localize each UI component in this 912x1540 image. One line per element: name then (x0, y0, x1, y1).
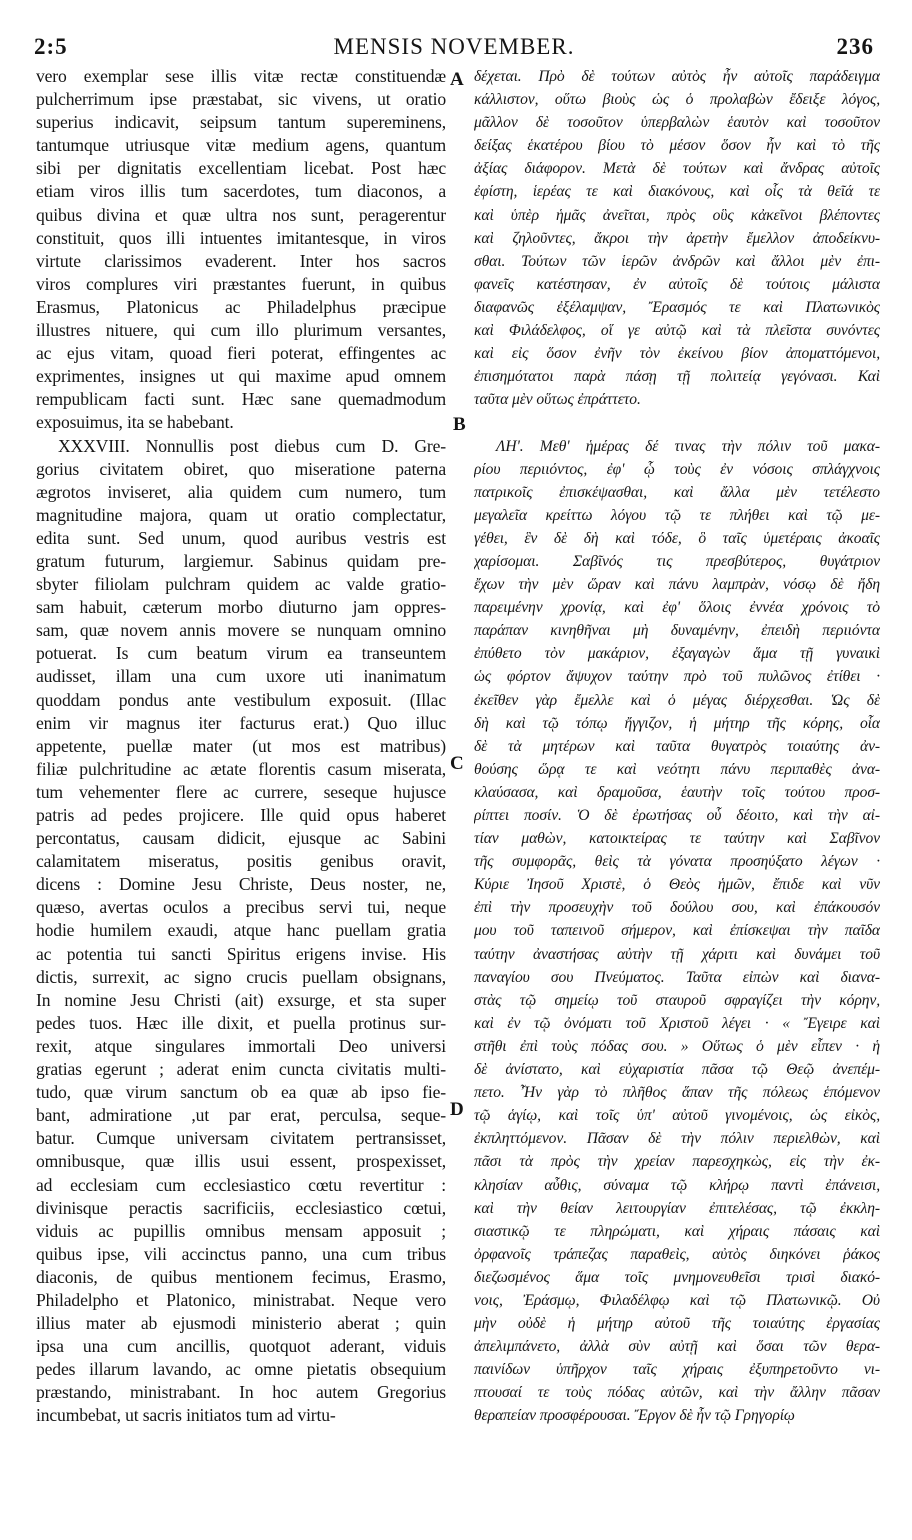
latin-text-line: quibus ipse, vili accinctus panno, una cum tribus (36, 1243, 446, 1264)
greek-text-line: μᾶλλον δὲ τοσοῦτον ὑπερβαλὼν ἑαυτὸν καὶ τοσοῦτον (474, 114, 880, 132)
latin-text-line: edita sunt. Sed unum, quod auribus vestris est (36, 527, 446, 548)
greek-text-line: παρειμένην χρονίᾳ, καὶ ἐφ' ὅλοις ἐννέα χρόνοις τὸ (474, 599, 880, 617)
greek-text-line: πᾶσι τὰ πρὸς τὴν χρείαν παρεσχηκὼς, εἰς τὴν ἐκ- (474, 1153, 880, 1171)
greek-text-line: ρίου περιιόντος, ἐφ' ᾧ τοὺς ἐν νόσοις σπλάγχνοις (474, 460, 880, 478)
greek-text-line: ἐκπληττόμενον. Πᾶσαν δὲ τὴν πόλιν περιελθὼν, καὶ (474, 1130, 880, 1148)
latin-text-line: superius indicavit, seipsum tantum supereminens, (36, 112, 446, 133)
greek-text-line: στὰς τῷ σημείῳ τοῦ σταυροῦ σφραγίζει τὴν κόρην, (474, 991, 880, 1009)
latin-text-line: percontatus, causam didicit, ejusque ac Sabini (36, 828, 446, 849)
latin-text-line: incumbebat, ut sacris initiatos tum ad virtu- (36, 1405, 336, 1426)
greek-text-line (474, 411, 880, 434)
greek-text-line: δείξας ἑκατέρου βίου τὸ μέσον ὅσον ἦν καὶ τὸ τῆς (474, 137, 880, 155)
latin-text-line: filiæ pulchritudine ac ætate florentis casum miserata, (36, 758, 446, 779)
latin-text-line: illustres nituere, qui cum illo plurimum versantes, (36, 320, 446, 341)
greek-text-line: χαρίσομαι. Σαβῖνός τις πρεσβύτερος, θυγάτριον (474, 552, 880, 570)
greek-text-line: στῆθι ἐπὶ τοὺς πόδας σου. » Οὕτως ὁ μὲν εἶπεν · ἡ (474, 1037, 880, 1055)
latin-text-line: viduis ac pupillis omnibus mensam apposuit ; (36, 1220, 446, 1241)
greek-text-line: ἐκεῖθεν γὰρ ἔμελλε καὶ ὁ μέγας διέρχεσθαι. Ὡς δὲ (474, 691, 880, 709)
greek-text-line: ἐφίστη, ἱερέας τε καὶ διακόνους, καὶ οἷς τὰ θεῖά τε (474, 183, 880, 201)
greek-text-line: καὶ ὑπὲρ ἡμᾶς ἀνεῖται, πρὸς οὓς κἀκεῖνοι βλέποντες (474, 206, 880, 224)
latin-text-line: sbyter filiolam pulchram quidem ac valde gratio- (36, 574, 446, 595)
latin-text-line: virtute clarissimos evaderent. Inter hos sacros (36, 250, 446, 271)
margin-marker-c: C (450, 753, 464, 774)
greek-text-line: κάλλιστον, οὕτω βιοὺς ὡς ὁ προλαβὼν ἔδειξε λόγος, (474, 91, 880, 109)
latin-text-line: bant, admiratione ,ut par erat, perculsa, seque- (36, 1105, 446, 1126)
latin-text-line: appetente, puellæ mater (ut mos est matribus) (36, 735, 446, 756)
latin-text-line: sam, quæ novem annis movere se nunquam omnino (36, 620, 446, 641)
greek-text-line: γέθει, ἓν δὲ δὴ καὶ τόδε, ὃ ταῖς ὑμετέραις ἀκοαῖς (474, 529, 880, 547)
greek-text-line: ἔχων τὴν μὲν ὥραν καὶ πάνυ λαμπρὰν, νόσῳ δὲ ἤδη (474, 576, 880, 594)
latin-text-line: præstando, ministrabant. In hoc autem Gregorius (36, 1382, 446, 1403)
greek-text-line: ρίπτει ποσίν. Ὁ δὲ ἐρωτήσας οὗ δέοιτο, καὶ τὴν αἰ- (474, 807, 880, 824)
latin-text-line: omnibusque, quæ illis usui essent, prospexisset, (36, 1151, 446, 1172)
greek-text-line: τίαν μαθὼν, κατοικτείρας τε ταύτην καὶ Σαβῖνον (474, 830, 880, 848)
greek-text-line: ὡς φόρτον ἄψυχον ταύτην πρὸ τοῦ πυλῶνος ἐτίθει · (474, 668, 880, 686)
latin-text-line: Erasmus, Platonicus ac Philadelphus præcipue (36, 296, 446, 317)
greek-text-line: Κύριε Ἰησοῦ Χριστὲ, ὁ Θεὸς ἡμῶν, ἔπιδε καὶ νῦν (474, 876, 880, 894)
latin-text-line: magnitudine majora, quam ut oratio complectatur, (36, 504, 446, 525)
latin-text-line: gorius civitatem obiret, quo miseratione paterna (36, 458, 446, 479)
latin-text-line: sibi per dignitatis excellentiam licebat. Post hæc (36, 158, 446, 179)
latin-text-line: divinisque peractis sacrificiis, ecclesiastico cœtui, (36, 1197, 446, 1218)
greek-text-line: δέχεται. Πρὸ δὲ τούτων αὐτὸς ἦν αὐτοῖς παράδειγμα (474, 68, 880, 85)
latin-text-line: rexit, atque singulares immortali Deo universi (36, 1035, 446, 1056)
latin-text-line: gratum futurum, largiemur. Sabinus quidam pre- (36, 550, 446, 571)
latin-text-line: dicens : Domine Jesu Christe, Deus noster, ne, (36, 874, 446, 895)
latin-text-line: gratias egerunt ; aderat enim cuncta civitatis multi- (36, 1059, 446, 1080)
latin-text-line: dictis, surrexit, ac signo crucis puellam obsignans, (36, 966, 446, 987)
latin-text-line: pedes illarum lavando, ac omne pietatis obsequium (36, 1359, 446, 1380)
greek-text-line: τῷ ἁγίῳ, καὶ τοῖς ὑπ' αὐτοῦ γινομένοις, ὡς εἰκὸς, (474, 1107, 880, 1125)
greek-text-line: ἐπισημότατοι παρὰ πάσῃ τῇ πολιτείᾳ γεγόνασι. Καὶ (474, 368, 880, 386)
running-header (34, 34, 874, 62)
margin-marker-a: A (450, 69, 464, 90)
greek-text-line: δὲ ἀνίστατο, καὶ εὐχαριστία πᾶσα τῷ Θεῷ ἀνεπέμ- (474, 1061, 880, 1079)
greek-text-line: ἐπὶ τὴν προσευχὴν τοῦ δούλου σου, καὶ ἐπάκουσόν (474, 899, 880, 917)
greek-text-line: κλησίαν αὖθις, σύναμα τῷ κλήρῳ παντὶ ἐπάνεισι, (474, 1176, 880, 1194)
greek-text-line: θούσης ὥρᾳ τε καὶ νεότητι πάνυ περιπαθὲς ἀνα- (474, 760, 880, 778)
greek-text-line: καὶ εἰς ὅσον ἐνῆν τὸν ἐκείνου βίον ἀποματτόμενοι, (474, 345, 880, 363)
greek-text-line: σθαι. Τούτων τῶν ἱερῶν ἀνδρῶν καὶ ἄλλοι μὲν ἐπι- (474, 252, 880, 270)
latin-text-line: batur. Cumque universam civitatem pertransisset, (36, 1128, 446, 1149)
latin-text-line: pedes tuos. Hæc ille dixit, et puella protinus sur- (36, 1012, 446, 1033)
greek-text-line: τῆς συμφορᾶς, θεὶς τὰ γόνατα προσηύξατο λέγων · (474, 853, 880, 871)
latin-text-line: hodie humilem exaudi, atque hanc puellam gratia (36, 920, 446, 941)
latin-text-line: ægrotos inviseret, alia quidem cum numero, tum (36, 481, 446, 502)
greek-text-line: ἐπύθετο τὸν μακάριον, ἐξαγαγὼν ἅμα τῇ γυναικὶ (474, 645, 880, 663)
greek-text-line: παναγίου σου Πνεύματος. Ταῦτα εἰπὼν καὶ διανα- (474, 968, 880, 986)
greek-text-line: ἀπελιμπάνετο, ἀλλὰ σὺν αὐτῇ καὶ ὅσαι τῶν θερα- (474, 1338, 880, 1356)
latin-text-line: XXXVIII. Nonnullis post diebus cum D. Gre- (58, 435, 446, 456)
greek-text-line: ΛΗ'. Μεθ' ἡμέρας δέ τινας τὴν πόλιν τοῦ μακα- (496, 437, 880, 455)
latin-text-line: ad ecclesiam cum ecclesiastico cœtu revertitur : (36, 1174, 446, 1195)
latin-text-line: audisset, illam una cum uxore uti inanimatum (36, 666, 446, 687)
latin-text-line: tudo, quæ virum sanctum ob ea quæ ab ipso fie- (36, 1082, 446, 1103)
latin-text-line: ac ejus vitam, quoad fieri poterat, effingentes ac (36, 343, 446, 364)
greek-text-line: ταύτην ἀναστήσας αὐτὴν τῇ χάριτι καὶ δυνάμει τοῦ (474, 945, 880, 963)
page-number-right: 236 (836, 34, 874, 59)
latin-text-line: tantumque utriusque vitæ medium agens, quantum (36, 135, 446, 156)
latin-text-line: quoddam pondus ante vestibulum exposuit. (Illac (36, 689, 446, 710)
margin-marker-b: B (453, 414, 466, 435)
page-number-left: 2:5 (34, 34, 68, 59)
greek-text-line: ὀρφανοῖς τράπεζας παραθεὶς, αὐτὸς διηκόνει ῥάκος (474, 1245, 880, 1263)
latin-text-line: patris ad pedes projicere. Ille quid opus haberet (36, 805, 446, 825)
latin-text-column (36, 65, 446, 1428)
latin-text-line: enim vir magnus iter facturus erat.) Quo illuc (36, 712, 446, 733)
greek-text-line: θεραπείαν προσφέρουσαι. Ἔργον δὲ ἦν τῷ Γρηγορίῳ (474, 1407, 795, 1425)
greek-text-line: καὶ τὴν θείαν λειτουργίαν ἐπιτελέσας, τῷ ἐκκλη- (474, 1199, 880, 1217)
greek-text-line: μεγαλεῖα κρείττω λόγου τῷ τε πλήθει καὶ τῷ με- (474, 506, 880, 524)
latin-text-line: ipsa una cum ancillis, quotquot aderant, viduis (36, 1336, 446, 1357)
greek-text-line: διαφανῶς ἐξέλαμψαν, Ἔρασμός τε καὶ Πλατωνικὸς (474, 298, 880, 316)
greek-text-line: καὶ ἐν τῷ ὀνόματι τοῦ Χριστοῦ λέγει · « Ἔγειρε καὶ (474, 1014, 880, 1032)
greek-text-line: πατρικοῖς ἐπισκέψασθαι, καὶ ἄλλα μὲν τετέλεστο (474, 483, 880, 501)
latin-text-line: diaconis, de quibus mentionem fecimus, Erasmo, (36, 1266, 446, 1287)
greek-text-column (474, 65, 880, 1428)
greek-text-line: παράπαν κινηθῆναι μὴ δυναμένην, ἐπειδὴ περιιόντα (474, 622, 880, 640)
latin-text-line: rempublicam facti sunt. Hæc sane quemadmodum (36, 389, 446, 410)
margin-marker-d: D (450, 1099, 464, 1120)
greek-text-line: ταῦτα μὲν οὕτως ἐπράττετο. (474, 391, 641, 409)
greek-text-line: φανεῖς κατέστησαν, ἐν αὐτοῖς δὲ τούτοις μάλιστα (474, 275, 880, 293)
greek-text-line: παινίδων ὑπῆρχον ταῖς χήραις ἐξυπηρετοῦντο νι- (474, 1361, 880, 1379)
latin-text-line: exposuimus, ita se habebant. (36, 412, 234, 433)
latin-text-line: vero exemplar sese illis vitæ rectæ constituendæ (36, 66, 446, 86)
greek-text-line: πτουσαί τε τοὺς πόδας αὐτῶν, καὶ τὴν ἄλλην πᾶσαν (474, 1384, 880, 1402)
greek-text-line: πετο. Ἦν γὰρ τὸ πλῆθος ἅπαν τῆς πόλεως ἑπόμενον (474, 1084, 880, 1102)
greek-text-line: σιαστικῷ τε πληρώματι, καὶ χήραις πάσαις καὶ (474, 1222, 880, 1240)
running-title: MENSIS NOVEMBER. (333, 34, 575, 59)
latin-text-line: pulcherrimum ipse præstabat, sic vivens, ut oratio (36, 89, 446, 110)
latin-text-line: calamitatem miseratus, positis genibus oravit, (36, 851, 446, 872)
greek-text-line: δὴ καὶ τῷ τόπῳ ἤγγιζον, ἡ μήτηρ τῆς κόρης, οἷα (474, 714, 880, 732)
latin-text-line: Philadelpho et Platonico, ministrabat. Neque vero (36, 1289, 446, 1310)
latin-text-line: viros complures viri præstantes fuerunt, in quibus (36, 273, 446, 294)
greek-text-line: διεζωσμένος ἅμα τοῖς μνημονευθεῖσι τρισὶ διακό- (474, 1268, 880, 1286)
latin-text-line: sam habuit, cæterum morbo diuturno jam oppres- (36, 597, 446, 618)
greek-text-line: καὶ ζηλοῦντες, ἄκροι τὴν ἀρετὴν ἔμελλον ἀποδείκνυ- (474, 229, 880, 247)
latin-text-line: quæso, avertas oculos a precibus servi tui, neque (36, 897, 446, 918)
greek-text-line: μὴν οὐδὲ ἡ μήτηρ αὐτοῦ τῆς τοιαύτης ἐργασίας (474, 1315, 880, 1333)
greek-text-line: κλαύσασα, καὶ δραμοῦσα, ἑαυτὴν τοῖς τούτου προσ- (474, 783, 880, 801)
greek-text-line: δὲ τὰ μητέρων καὶ ταῦτα θυγατρὸς τοιαύτης ἀν- (474, 737, 880, 755)
latin-text-line: In nomine Jesu Christi (ait) exsurge, et sta super (36, 989, 446, 1010)
latin-text-line: constituit, quos illi intuentes imitantesque, in viros (36, 227, 446, 248)
latin-text-line: tum vehementer flere ac currere, seseque hujusce (36, 781, 446, 802)
latin-text-line: exprimentes, insignes ut qui maxime apud omnem (36, 366, 446, 387)
latin-text-line: potuerat. Is cum beatum virum ea transeuntem (36, 643, 446, 664)
greek-text-line: ἀξίας διάφορον. Μετὰ δὲ τούτων καὶ ἄνδρας αὐτοῖς (474, 160, 880, 178)
greek-text-line: μου τοῦ ταπεινοῦ σήμερον, καὶ ἐπίσκεψαι τὴν παῖδα (474, 922, 880, 940)
latin-text-line: illius mater ab ejusmodi ministerio aberat ; quin (36, 1313, 446, 1334)
latin-text-line: etiam viros illis tum sacerdotes, tum diaconos, a (36, 181, 446, 202)
greek-text-line: νοις, Ἐράσμῳ, Φιλαδέλφῳ καὶ τῷ Πλατωνικῷ. Οὐ (474, 1291, 880, 1309)
greek-text-line: καὶ Φιλάδελφος, οἵ γε αὐτῷ καὶ τὰ πλεῖστα συνόντες (474, 322, 880, 340)
latin-text-line: quibus divina et quæ ultra nos sunt, peragerentur (36, 204, 446, 225)
latin-text-line: ac potentia tui sancti Spiritus erigens invise. His (36, 943, 446, 964)
